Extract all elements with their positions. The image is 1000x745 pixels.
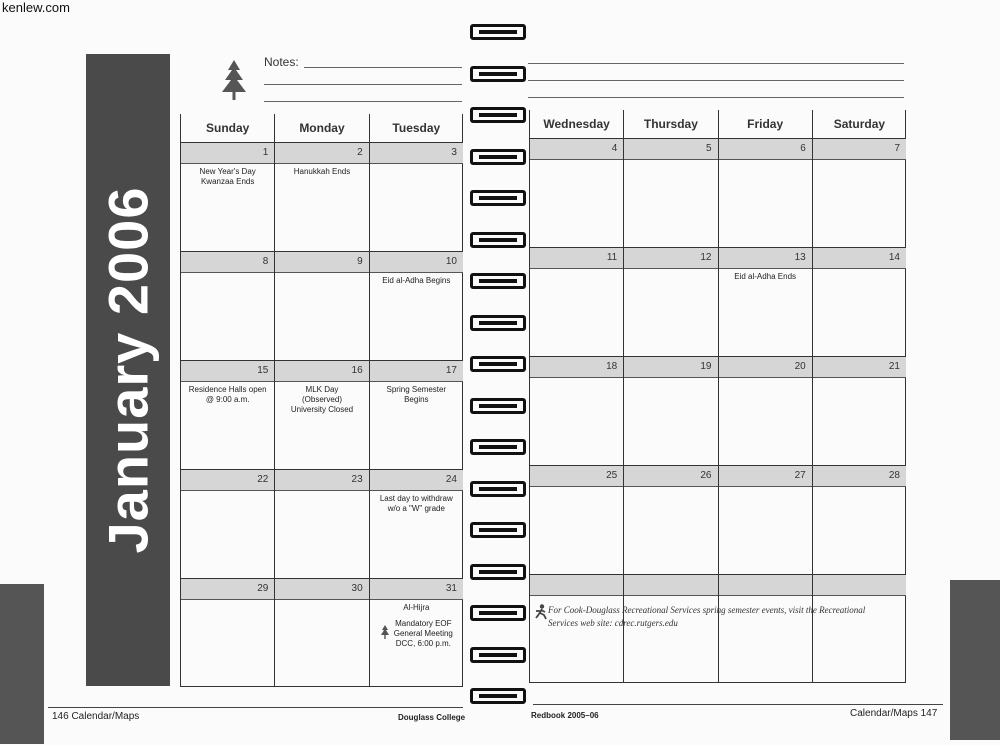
day-cell	[718, 138, 812, 247]
day-event: Eid al-Adha Begins	[382, 276, 451, 285]
day-number: 22	[181, 470, 274, 491]
day-number: 12	[624, 248, 717, 269]
spiral-ring	[470, 439, 526, 455]
day-cell	[369, 469, 463, 578]
spiral-ring-wire	[479, 238, 517, 242]
day-number: 5	[624, 139, 717, 160]
day-number: 10	[370, 252, 463, 273]
day-number: 2	[275, 143, 368, 164]
day-cell	[623, 465, 717, 574]
day-number: 17	[370, 361, 463, 382]
day-number: 28	[813, 466, 906, 487]
notes-line	[528, 97, 904, 98]
footer-left-center: Douglass College	[398, 713, 466, 722]
day-number: 24	[370, 470, 463, 491]
notes-label: Notes:	[264, 55, 299, 69]
day-number: 16	[275, 361, 368, 382]
day-header-sunday: Sunday	[180, 114, 274, 142]
day-cell	[274, 360, 368, 469]
right-edge-tab	[950, 580, 1000, 740]
day-number: 6	[719, 139, 812, 160]
spiral-ring	[470, 232, 526, 248]
footer-right-center: Redbook 2005–06	[531, 711, 599, 720]
spiral-ring	[470, 315, 526, 331]
day-cell	[623, 356, 717, 465]
spiral-ring	[470, 107, 526, 123]
day-number: 11	[530, 248, 623, 269]
day-number: 13	[719, 248, 812, 269]
left-calendar-grid	[180, 114, 463, 687]
day-number	[530, 575, 623, 596]
footer-right-page: Calendar/Maps 147	[850, 708, 938, 719]
day-cell	[529, 138, 623, 247]
day-cell	[718, 465, 812, 574]
day-header-thursday: Thursday	[623, 110, 717, 138]
runner-icon	[534, 604, 548, 620]
spiral-ring	[470, 481, 526, 497]
spiral-ring	[470, 24, 526, 40]
day-cell	[180, 578, 274, 687]
day-event: Spring Semester Begins	[386, 385, 447, 404]
day-header-tuesday: Tuesday	[369, 114, 463, 142]
right-calendar-grid	[529, 110, 906, 683]
day-number: 25	[530, 466, 623, 487]
spiral-ring-wire	[479, 570, 517, 574]
spiral-binding	[468, 24, 528, 724]
spiral-ring-wire	[479, 611, 517, 615]
day-number: 27	[719, 466, 812, 487]
day-number: 7	[813, 139, 906, 160]
day-cell	[718, 247, 812, 356]
day-cell	[529, 465, 623, 574]
day-cell	[812, 356, 906, 465]
spiral-ring-wire	[479, 30, 517, 34]
footer-line-left	[48, 707, 463, 708]
day-cell	[812, 247, 906, 356]
day-number: 14	[813, 248, 906, 269]
day-number: 20	[719, 357, 812, 378]
footer-left-page: 146 Calendar/Maps	[52, 711, 140, 722]
day-cell	[529, 247, 623, 356]
day-number: 21	[813, 357, 906, 378]
day-header-saturday: Saturday	[812, 110, 906, 138]
spiral-ring	[470, 356, 526, 372]
day-number: 1	[181, 143, 274, 164]
spiral-ring-wire	[479, 694, 517, 698]
spiral-ring-wire	[479, 72, 517, 76]
rec-services-note: For Cook-Douglass Recreational Services spring semester events, visit the Recreational Services web site: cdrec.rutgers.edu	[548, 605, 866, 628]
spiral-ring	[470, 149, 526, 165]
spiral-ring-wire	[479, 155, 517, 159]
day-event: Hanukkah Ends	[293, 167, 351, 176]
spiral-ring-wire	[479, 404, 517, 408]
day-cell	[274, 251, 368, 360]
month-bar	[86, 54, 170, 686]
spiral-ring	[470, 190, 526, 206]
day-header-friday: Friday	[718, 110, 812, 138]
spiral-ring	[470, 688, 526, 704]
notes-line	[528, 63, 904, 64]
spiral-ring-wire	[479, 196, 517, 200]
day-header-monday: Monday	[274, 114, 368, 142]
day-number	[624, 575, 717, 596]
day-event: Al-Hijra	[403, 603, 430, 612]
day-cell	[274, 469, 368, 578]
day-cell	[180, 360, 274, 469]
notes-line	[264, 101, 462, 102]
spiral-ring-wire	[479, 362, 517, 366]
left-edge-tab	[0, 584, 44, 744]
day-number: 31	[370, 579, 463, 600]
footer-line-right	[533, 704, 943, 705]
day-number: 19	[624, 357, 717, 378]
spiral-ring	[470, 522, 526, 538]
day-number: 15	[181, 361, 274, 382]
day-number: 4	[530, 139, 623, 160]
pine-tree-icon	[380, 625, 390, 639]
day-number: 29	[181, 579, 274, 600]
day-cell	[180, 469, 274, 578]
spiral-ring-wire	[479, 528, 517, 532]
day-number: 9	[275, 252, 368, 273]
day-cell	[718, 356, 812, 465]
day-number: 26	[624, 466, 717, 487]
spiral-ring	[470, 564, 526, 580]
day-event: Mandatory EOF General Meeting DCC, 6:00 p.m.	[393, 619, 453, 648]
day-cell	[529, 356, 623, 465]
day-cell	[274, 142, 368, 251]
notes-line	[264, 84, 462, 85]
day-number: 8	[181, 252, 274, 273]
day-cell	[623, 247, 717, 356]
day-event: Last day to withdraw w/o a "W" grade	[379, 494, 453, 513]
day-cell	[369, 578, 463, 687]
day-cell	[180, 251, 274, 360]
notes-line	[528, 80, 904, 81]
spiral-ring-wire	[479, 279, 517, 283]
spiral-ring-wire	[479, 445, 517, 449]
notes-line	[304, 67, 462, 68]
day-cell	[180, 142, 274, 251]
pine-tree-icon	[220, 60, 248, 102]
day-header-wednesday: Wednesday	[529, 110, 623, 138]
day-event: MLK Day (Observed) University Closed	[290, 385, 354, 414]
day-number	[719, 575, 812, 596]
day-cell	[274, 578, 368, 687]
day-number	[813, 575, 906, 596]
day-number: 23	[275, 470, 368, 491]
month-title: January 2006	[96, 186, 160, 554]
day-cell	[812, 465, 906, 574]
day-cell	[369, 360, 463, 469]
spiral-ring	[470, 398, 526, 414]
spiral-ring	[470, 647, 526, 663]
day-event: Eid al-Adha Ends	[734, 272, 797, 281]
day-number: 3	[370, 143, 463, 164]
day-event: Residence Halls open @ 9:00 a.m.	[188, 385, 267, 404]
spiral-ring	[470, 273, 526, 289]
day-number: 30	[275, 579, 368, 600]
watermark-text: kenlew.com	[2, 0, 70, 15]
spiral-ring-wire	[479, 653, 517, 657]
spiral-ring-wire	[479, 487, 517, 491]
spiral-ring-wire	[479, 113, 517, 117]
spiral-ring-wire	[479, 321, 517, 325]
spiral-ring	[470, 66, 526, 82]
day-cell	[812, 138, 906, 247]
day-cell	[369, 251, 463, 360]
spiral-ring	[470, 605, 526, 621]
day-event: New Year's Day Kwanzaa Ends	[199, 167, 256, 186]
day-cell	[623, 138, 717, 247]
day-cell	[369, 142, 463, 251]
day-number: 18	[530, 357, 623, 378]
